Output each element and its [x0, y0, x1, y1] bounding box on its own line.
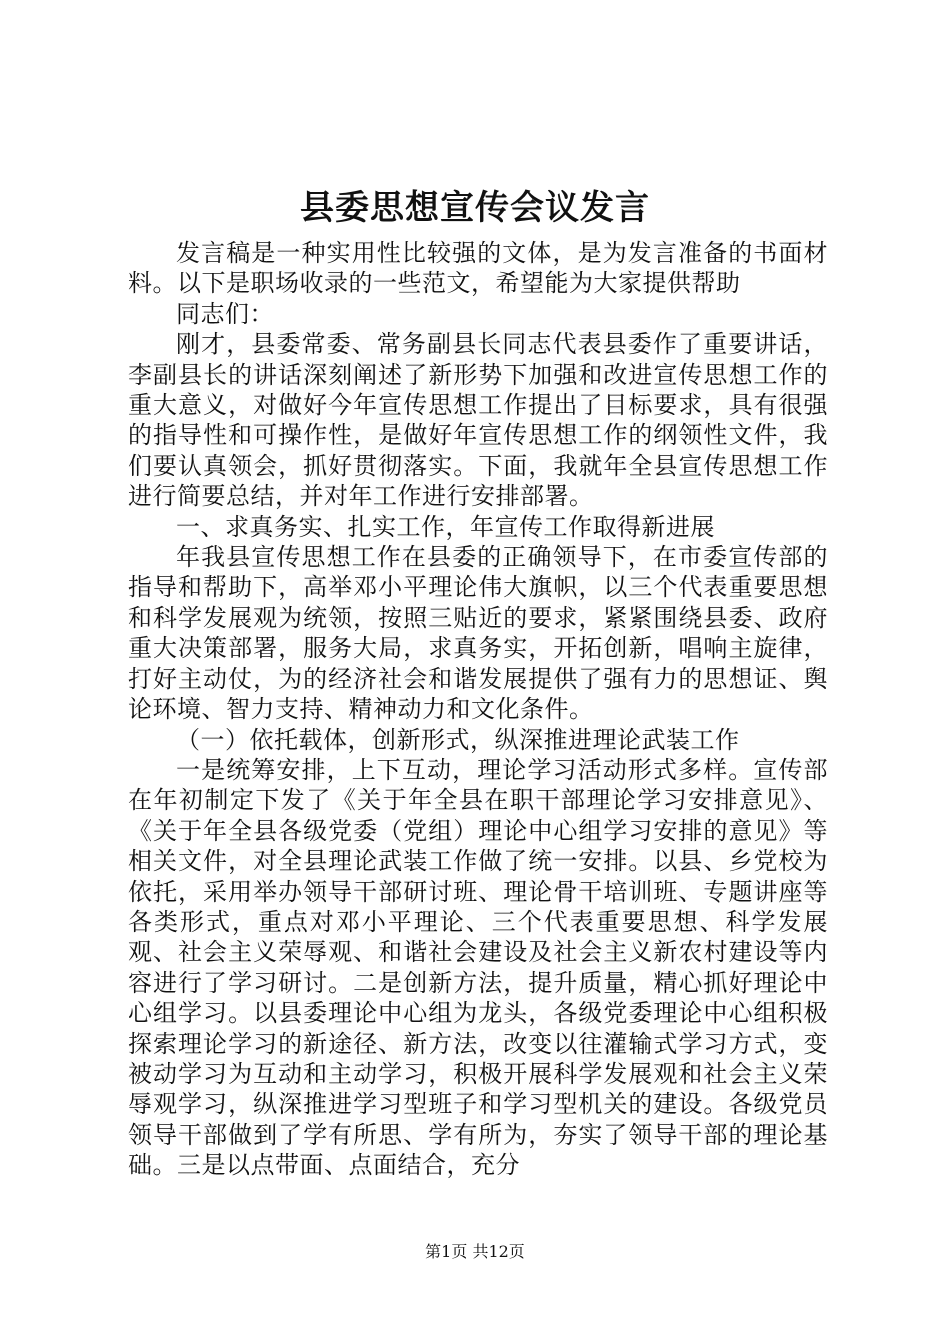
subsection-heading-1: （一）依托载体，创新形式，纵深推进理论武装工作: [176, 725, 740, 754]
paragraph-subsection-1: 一是统筹安排，上下互动，理论学习活动形式多样。宣传部在年初制定下发了《关于年全县在职干部理论学习安排意见》、《关于年全县各级党委（党组）理论中心组学习安排的意见》等相关文件，对全县理论武装工作做了统一安排。以县、乡党校为依托，采用举办领导干部研讨班、理论骨干培训班、专题讲座等各类形式，重点对邓小平理论、三个代表重要思想、科学发展观、社会主义荣辱观、和谐社会建设及社会主义新农村建设等内容进行了学习研讨。二是创新方法，提升质量，精心抓好理论中心组学习。以县委理论中心组为龙头，各级党委理论中心组积极探索理论学习的新途径、新方法，改变以往灌输式学习方式，变被动学习为互动和主动学习，积极开展科学发展观和社会主义荣辱观学习，纵深推进学习型班子和学习型机关的建设。各级党员领导干部做到了学有所思、学有所为，夯实了领导干部的理论基础。三是以点带面、点面结合，充分: [128, 755, 828, 1180]
page-number-label: 第1页 共12页: [425, 1242, 525, 1261]
paragraph-opening: 刚才，县委常委、常务副县长同志代表县委作了重要讲话，李副县长的讲话深刻阐述了新形势下加强和改进宣传思想工作的重大意义，对做好今年宣传思想工作提出了目标要求，具有很强的指导性和可操作性，是做好年宣传思想工作的纲领性文件，我们要认真领会，抓好贯彻落实。下面，我就年全县宣传思想工作进行简要总结，并对年工作进行安排部署。: [128, 330, 828, 511]
page-footer: [0, 1242, 950, 1262]
section-heading-1: 一、求真务实、扎实工作，年宣传工作取得新进展: [176, 512, 715, 541]
paragraph-intro: 发言稿是一种实用性比较强的文体，是为发言准备的书面材料。以下是职场收录的一些范文，希望能为大家提供帮助: [128, 239, 828, 298]
document-body: [128, 238, 828, 1181]
paragraph-salutation: 同志们：: [176, 299, 274, 328]
paragraph-section-1: 年我县宣传思想工作在县委的正确领导下，在市委宣传部的指导和帮助下，高举邓小平理论伟大旗帜，以三个代表重要思想和科学发展观为统领，按照三贴近的要求，紧紧围绕县委、政府重大决策部署，服务大局，求真务实，开拓创新，唱响主旋律，打好主动仗，为的经济社会和谐发展提供了强有力的思想证、舆论环境、智力支持、精神动力和文化条件。: [128, 543, 828, 724]
document-title: 县委思想宣传会议发言: [300, 188, 650, 228]
